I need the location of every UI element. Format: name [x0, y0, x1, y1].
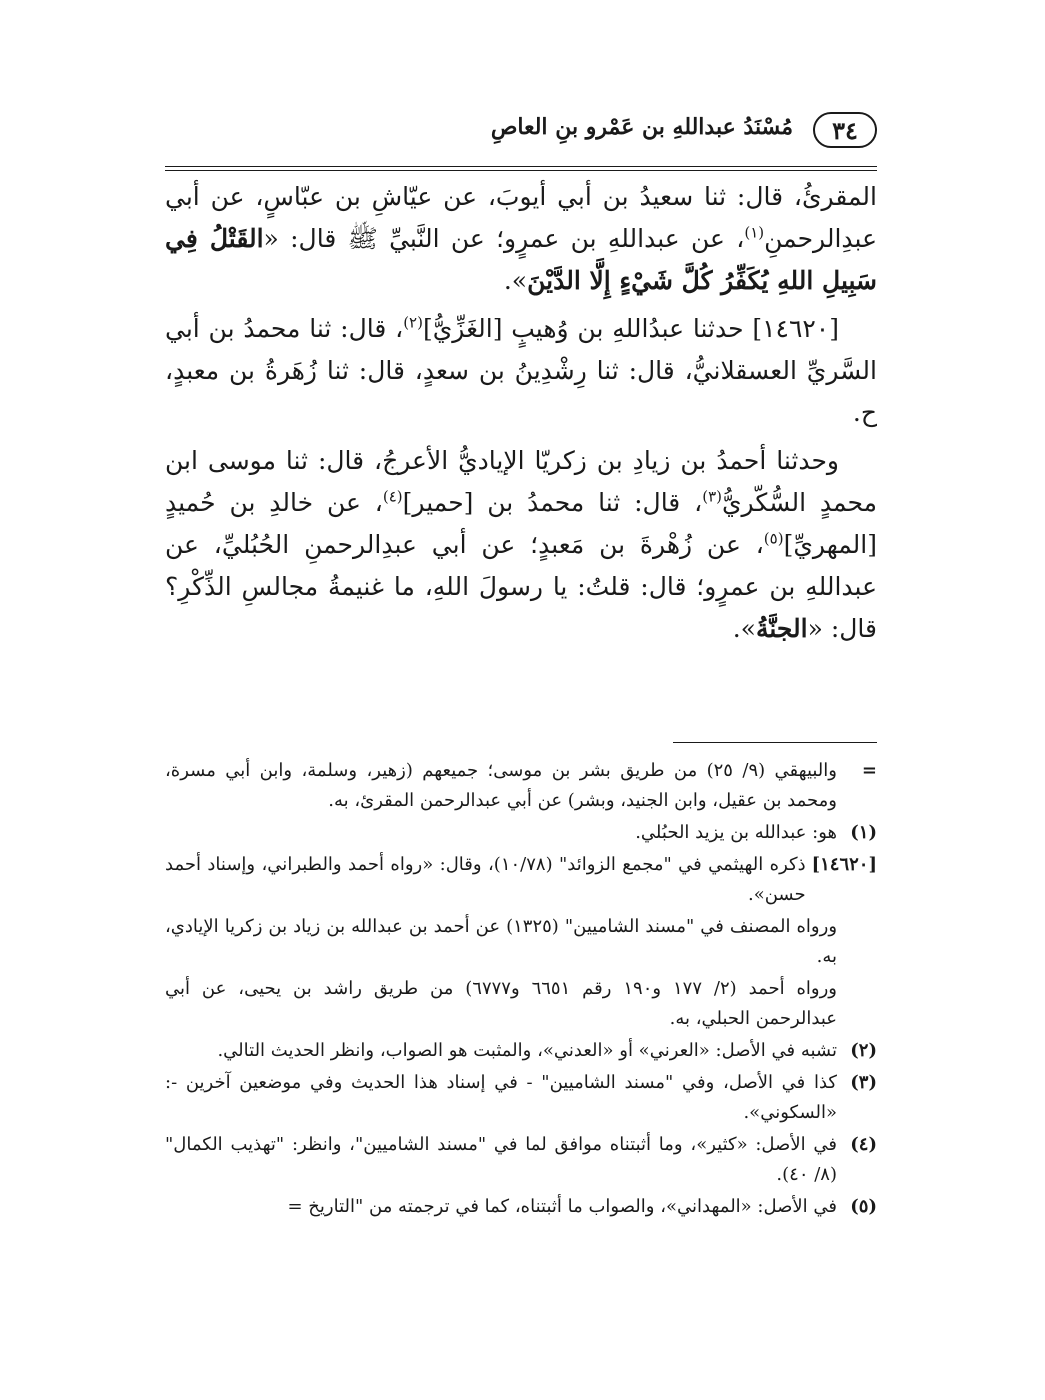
footnote-5: [165, 1192, 877, 1222]
footnote-hadith-ref: [165, 850, 877, 910]
text-segment: ، قال: ثنا محمدُ بن أبي السَّريِّ العسقلانيُّ، قال: ثنا رِشْدِينُ بن سعدٍ، قال: ثنا زُهَرةُ بن معبدٍ، ح.: [165, 314, 877, 427]
footnote-ref: (٣): [702, 487, 722, 506]
footnote-ref: (٥): [763, 529, 784, 548]
footnote-mark: (١): [850, 822, 877, 843]
text-segment: المقرئُ، قال: ثنا سعيدُ بن أبي أيوبَ، عن عيّاشِ بن عبّاسٍ، عن أبي عبدِالرحمنِ: [165, 182, 877, 253]
footnote-mark: (٢): [850, 1040, 877, 1061]
footnote-mark: (٤): [850, 1134, 877, 1155]
footnote-mark: (٥): [850, 1196, 877, 1217]
footnote-text: والبيهقي (٩/ ٢٥) من طريق بشر بن موسى؛ جميعهم (زهير، وسلمة، وابن أبي مسرة، ومحمد بن عقيل، وابن الجنيد، وبشر) عن أبي عبدالرحمن المقرئ، به.: [165, 760, 837, 811]
footnote-ref: (٤): [382, 487, 403, 506]
footnote-paragraph: ورواه أحمد (٢/ ١٧٧ و١٩٠ رقم ٦٦٥١ و٦٧٧٧) من طريق راشد بن يحيى، عن أبي عبدالرحمن الحبلي، به.: [165, 978, 837, 1029]
footnote-mark: [١٤٦٢٠]: [811, 854, 877, 875]
paragraph-1: [165, 176, 877, 302]
text-segment: ، عن زُهْرةَ بن مَعبدٍ؛ عن أبي عبدِالرحمنِ الحُبُليِّ، عن عبداللهِ بن عمرٍو؛ قال: قلتُ: يا رسولَ اللهِ، ما غنيمةُ مجالسِ الذِّكْرِ؟ قال: «: [165, 530, 877, 643]
footnote-text: هو: عبدالله بن يزيد الحبُلي.: [635, 822, 837, 843]
text-segment: ، عن خالدِ بن حُميدٍ [المهريِّ]: [165, 488, 877, 559]
footnote-4: [165, 1130, 877, 1190]
page-number: ٣٤: [832, 115, 858, 145]
footnote-2: [165, 1036, 877, 1066]
footnotes: [165, 756, 877, 1224]
paragraph-3: [165, 440, 877, 650]
running-title: مُسْنَدُ عبداللهِ بن عَمْرو بنِ العاصِ: [490, 114, 793, 140]
footnote-continuation: [165, 756, 877, 816]
paragraph-2: [165, 308, 877, 434]
header-rule-secondary: [165, 170, 877, 171]
hadith-text: الجنَّةُ: [755, 614, 808, 643]
footnote-text: في الأصل: «المهداني»، والصواب ما أثبتناه، كما في ترجمته من "التاريخ =: [287, 1196, 837, 1217]
text-segment: [١٤٦٢٠] حدثنا عبدُاللهِ بن وُهيبٍ [الغَزِّيُّ]: [422, 314, 839, 343]
text-segment: ».: [503, 266, 528, 295]
text-segment: ».: [732, 614, 756, 643]
footnote-1: [165, 818, 877, 848]
page-header: [165, 104, 877, 164]
header-rule: [165, 166, 877, 167]
footnote-ref: (٢): [403, 313, 423, 332]
footnote-paragraph: ورواه المصنف في "مسند الشاميين" (١٣٢٥) عن أحمد بن عبدالله بن زياد بن زكريا الإيادي، به.: [165, 916, 838, 967]
footnote-mark: =: [861, 760, 877, 781]
main-text: [165, 176, 877, 656]
page-number-badge: [813, 112, 877, 148]
footnote-mark: (٣): [850, 1072, 877, 1093]
footnote-separator: [673, 742, 877, 743]
footnote-3: [165, 1068, 877, 1128]
footnote-text: تشبه في الأصل: «العرني» أو «العدني»، والمثبت هو الصواب، وانظر الحديث التالي.: [217, 1040, 837, 1061]
hadith-text: القَتْلُ فِي سَبِيلِ اللهِ يُكَفِّرُ كُلَّ شَيْءٍ إِلَّا الدَّيْنَ: [165, 224, 877, 295]
text-segment: ، قال: ثنا محمدُ بن [حمير]: [402, 488, 703, 517]
footnote-ref: (١): [744, 223, 765, 242]
footnote-text: كذا في الأصل، وفي "مسند الشاميين" - في إسناد هذا الحديث وفي موضعين آخرين -: «السكوني».: [165, 1072, 837, 1123]
footnote-text: في الأصل: «كثير»، وما أثبتناه موافق لما في "مسند الشاميين"، وانظر: "تهذيب الكمال" (٨/ ٤٠).: [165, 1134, 837, 1185]
text-segment: وحدثنا أحمدُ بن زيادِ بن زكريّا الإياديُّ الأعرجُ، قال: ثنا موسى ابن محمدٍ السُّكّريُّ: [165, 446, 877, 517]
text-segment: ، عن عبداللهِ بن عمرٍو؛ عن النَّبيِّ ﷺ قال: «: [263, 224, 745, 253]
footnote-text: ذكره الهيثمي في "مجمع الزوائد" (١٠/٧٨)، وقال: «رواه أحمد والطبراني، وإسناد أحمد حسن».: [165, 854, 806, 905]
